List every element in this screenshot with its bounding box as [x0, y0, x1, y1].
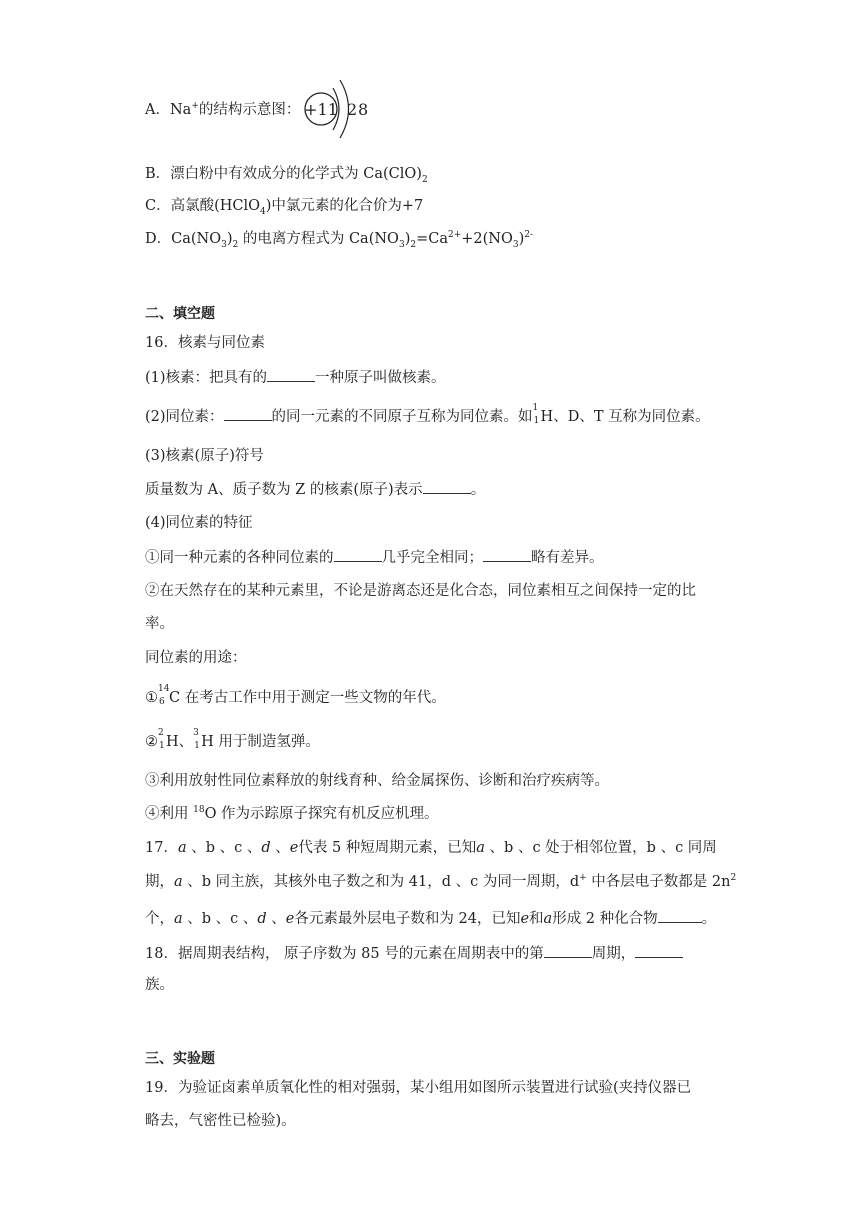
variable: a — [177, 840, 187, 856]
option-a-suffix: 的结构示意图： — [198, 102, 301, 118]
answer-blank[interactable] — [423, 479, 471, 494]
answer-blank[interactable] — [544, 943, 592, 958]
q16-line-8: 率。 — [145, 616, 174, 632]
text: 、 — [266, 911, 286, 927]
q16-line-9: 同位素的用途： — [145, 650, 247, 666]
superscript: 2 — [730, 873, 737, 884]
text: 一种原子叫做核素。 — [315, 370, 446, 386]
text: (2)同位素： — [145, 409, 224, 425]
text: 形成 2 种化合物 — [552, 911, 658, 927]
text: 。 — [701, 911, 717, 927]
subscript: 3 — [221, 239, 227, 250]
answer-blank[interactable] — [334, 547, 382, 562]
option-c — [145, 196, 423, 216]
text: (1)核素：把具有的 — [145, 370, 268, 386]
text: 、b 、c 、 — [182, 911, 258, 927]
text: ① — [145, 690, 158, 706]
section-heading-fill-blank: 二、填空题 — [145, 306, 215, 322]
text: 18．据周期表结构， 原子序数为 85 号的元素在周期表中的第 — [145, 946, 544, 962]
text: D．Ca(NO — [145, 231, 222, 247]
text: ④利用 — [145, 806, 194, 822]
subscript: 3 — [512, 239, 519, 250]
text: H、 — [166, 734, 194, 750]
atomic-number: 1 — [533, 416, 540, 426]
superscript: 2+ — [447, 230, 462, 241]
q16-line-4 — [145, 479, 485, 500]
text: 。 — [470, 482, 486, 498]
text: 几乎完全相同； — [381, 550, 483, 566]
atomic-number: 1 — [194, 741, 200, 751]
variable: a — [543, 911, 553, 927]
q18-line-1 — [145, 943, 683, 964]
answer-blank[interactable] — [635, 943, 683, 958]
text: 和 — [529, 911, 544, 927]
text: C 在考古工作中用于测定一些文物的年代。 — [169, 690, 446, 706]
text: 的同一元素的不同原子互称为同位素。如 — [271, 409, 533, 425]
answer-blank[interactable] — [224, 406, 272, 421]
text: 期， — [145, 874, 174, 890]
text: 、b 同主族，其核外电子数之和为 41，d 、c 为同一周期，d — [182, 874, 580, 890]
text: ) — [404, 231, 411, 247]
mass-number: 14 — [158, 684, 170, 694]
q19-line-2: 略去，气密性已检验)。 — [145, 1113, 296, 1129]
q16-line-1 — [145, 367, 446, 388]
variable: a — [174, 911, 183, 927]
q16-line-3: (3)核素(原子)符号 — [145, 448, 264, 464]
q17-line-1 — [145, 838, 717, 858]
mass-number: 2 — [158, 728, 164, 738]
superscript: + — [579, 873, 587, 884]
text: ② — [145, 734, 158, 750]
variable: e — [289, 840, 299, 856]
option-b — [145, 164, 428, 184]
text: 、 — [270, 840, 290, 856]
mass-number: 1 — [532, 403, 539, 413]
q16-line-13 — [145, 804, 439, 824]
q17-line-2 — [145, 872, 736, 892]
superscript: + — [191, 101, 199, 112]
shell-1-electrons: 2 — [347, 100, 358, 119]
variable: e — [520, 911, 530, 927]
q16-line-2 — [145, 403, 710, 427]
isotope-notation — [532, 403, 541, 426]
text: ) — [226, 231, 233, 247]
option-d — [145, 229, 533, 249]
text: 周期， — [591, 946, 636, 962]
isotope-notation — [158, 728, 166, 751]
q16-line-10 — [145, 684, 446, 708]
mass-number: 3 — [193, 728, 199, 738]
text: O 作为示踪原子探究有机反应机理。 — [204, 806, 439, 822]
q16-line-6 — [145, 547, 604, 568]
text: ①同一种元素的各种同位素的 — [145, 550, 334, 566]
text: ) — [518, 231, 525, 247]
q16-title: 16．核素与同位素 — [145, 335, 265, 351]
atomic-number: 6 — [159, 697, 165, 707]
q18-line-2: 族。 — [145, 977, 174, 993]
isotope-notation — [193, 728, 201, 751]
variable: a — [476, 840, 485, 856]
q16-line-11 — [145, 728, 320, 752]
shell-2-electrons: 8 — [358, 100, 369, 119]
superscript: 18 — [193, 805, 205, 816]
q16-line-7: ②在天然存在的某种元素里，不论是游离态还是化合态，同位素相互之间保持一定的比 — [145, 583, 696, 599]
answer-blank[interactable] — [483, 547, 531, 562]
text: 17． — [145, 840, 178, 856]
nucleus-charge: +11 — [304, 100, 338, 119]
subscript: 4 — [260, 206, 266, 217]
text: H 用于制造氢弹。 — [201, 734, 320, 750]
text: 代表 5 种短周期元素，已知 — [298, 840, 477, 856]
variable: a — [174, 874, 183, 890]
text: 质量数为 A、质子数为 Z 的核素(原子)表示 — [145, 482, 423, 498]
text: =Ca — [416, 231, 448, 247]
text: 个， — [145, 911, 174, 927]
option-a-text: A．Na — [145, 102, 192, 118]
isotope-notation — [158, 684, 170, 707]
subscript: 2 — [421, 174, 428, 185]
sodium-ion-structure-diagram — [300, 72, 380, 148]
option-c-text: C．高氯酸(HClO — [145, 198, 261, 214]
text: 各元素最外层电子数和为 24，已知 — [294, 911, 521, 927]
atomic-number: 1 — [159, 741, 165, 751]
subscript: 3 — [398, 239, 405, 250]
q17-line-3 — [145, 908, 716, 929]
section-heading-experiment: 三、实验题 — [145, 1051, 215, 1067]
text: 略有差异。 — [531, 550, 604, 566]
answer-blank[interactable] — [267, 367, 315, 382]
q16-line-5: (4)同位素的特征 — [145, 515, 253, 531]
text: 的电离方程式为 Ca(NO — [238, 231, 399, 247]
q19-line-1: 19．为验证卤素单质氧化性的相对强弱，某小组用如图所示装置进行试验(夹持仪器已 — [145, 1080, 692, 1096]
answer-blank[interactable] — [658, 908, 702, 923]
text: 、b 、c 处于相邻位置，b 、c 同周 — [484, 840, 717, 856]
q16-line-12: ③利用放射性同位素释放的射线育种、给金属探伤、诊断和治疗疾病等。 — [145, 773, 609, 789]
text: 中各层电子数都是 2n — [586, 874, 731, 890]
subscript: 2 — [232, 239, 239, 250]
option-a — [145, 100, 300, 120]
variable: d — [257, 911, 267, 927]
subscript: 2 — [410, 239, 417, 250]
option-b-text: B．漂白粉中有效成分的化学式为 Ca(ClO) — [145, 166, 422, 182]
text: 、b 、c 、 — [186, 840, 262, 856]
superscript: 2- — [524, 230, 534, 241]
option-c-text-2: )中氯元素的化合价为+7 — [265, 198, 424, 214]
text: +2(NO — [461, 231, 513, 247]
text: H、D、T 互称为同位素。 — [540, 409, 710, 425]
variable: e — [285, 911, 295, 927]
variable: d — [261, 840, 271, 856]
